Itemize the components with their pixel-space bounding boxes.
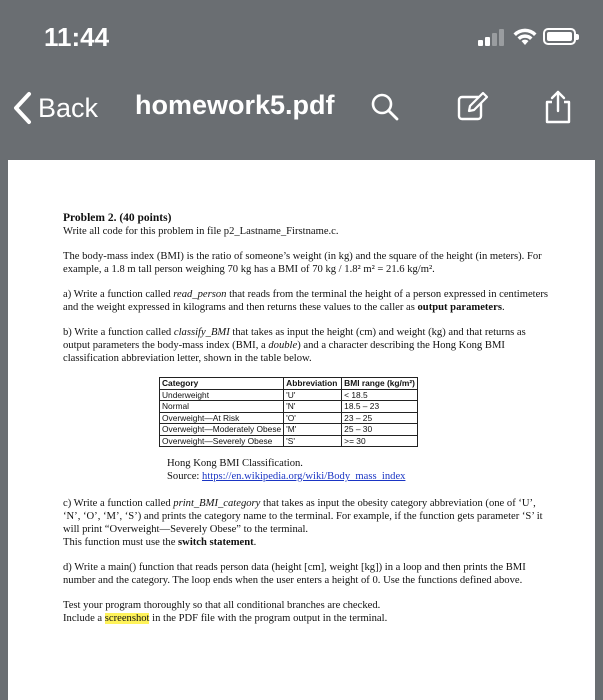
table-cell: >= 30 xyxy=(342,435,418,447)
table-header: Abbreviation xyxy=(284,378,342,390)
table-cell: 'N' xyxy=(284,401,342,413)
table-cell: 25 – 30 xyxy=(342,424,418,436)
caption-source xyxy=(167,470,548,483)
table-cell: 'O' xyxy=(284,412,342,424)
part-d: d) Write a main() function that reads person data (height [cm], weight [kg]) in a loop and then prints the BMI number and the category. The loop ends when the user enters a height of 0. Use the functions defined above. xyxy=(63,562,526,586)
pdf-page[interactable] xyxy=(8,160,595,700)
part-c-line2-bold: switch statement xyxy=(178,537,254,548)
part-a-func: read_person xyxy=(173,289,227,300)
table-cell: Underweight xyxy=(160,389,284,401)
back-button[interactable] xyxy=(10,88,98,128)
back-label: Back xyxy=(38,92,99,123)
bmi-table xyxy=(159,377,418,447)
intro-text: Write all code for this problem in file p2_Lastname_Firstname.c. xyxy=(63,226,339,237)
table-cell: 'M' xyxy=(284,424,342,436)
battery-icon xyxy=(543,28,576,45)
caption-title: Hong Kong BMI Classification. xyxy=(167,458,303,469)
part-b-pre: b) Write a function called xyxy=(63,327,174,338)
part-a xyxy=(63,288,548,314)
table-cell: 'S' xyxy=(284,435,342,447)
table-cell: 'U' xyxy=(284,389,342,401)
table-cell: Normal xyxy=(160,401,284,413)
part-b-post: ) and a character describing the Hong Kong BMI classification abbreviation letter, shown in the table below. xyxy=(63,340,505,364)
part-a-pre: a) Write a function called xyxy=(63,289,174,300)
document-content xyxy=(63,212,548,637)
document-title: homework5.pdf xyxy=(135,90,335,120)
highlighted-word: screenshot xyxy=(104,613,150,624)
table-row xyxy=(160,401,418,413)
part-b-type: double xyxy=(268,340,298,351)
share-icon[interactable] xyxy=(540,89,576,125)
caption-source-label: Source: xyxy=(167,471,203,482)
table-row xyxy=(160,389,418,401)
final-instructions xyxy=(63,599,548,625)
nav-bar xyxy=(0,80,603,136)
final-line2-post: in the PDF file with the program output in the terminal. xyxy=(149,613,388,624)
table-cell: Overweight—Moderately Obese xyxy=(160,424,284,436)
table-row xyxy=(160,412,418,424)
final-line1: Test your program thoroughly so that all conditional branches are checked. xyxy=(63,600,381,611)
table-cell: 23 – 25 xyxy=(342,412,418,424)
part-c-line2-pre: This function must use the xyxy=(63,537,179,548)
final-line2-pre: Include a xyxy=(63,613,105,624)
part-b xyxy=(63,326,548,365)
table-caption xyxy=(167,457,548,483)
part-b-func: classify_BMI xyxy=(173,327,230,338)
problem-title: Problem 2. (40 points) xyxy=(63,212,172,224)
wifi-icon xyxy=(512,26,538,46)
table-cell: < 18.5 xyxy=(342,389,418,401)
table-row xyxy=(160,435,418,447)
part-a-mid: that reads from the terminal the height of a person expressed in centimeters and the weight expressed in kilograms and then returns these values to the caller as xyxy=(63,289,548,313)
part-a-post: . xyxy=(501,302,505,313)
search-icon[interactable] xyxy=(367,89,403,125)
table-header: BMI range (kg/m²) xyxy=(342,378,418,390)
table-cell: Overweight—At Risk xyxy=(160,412,284,424)
part-c-mid: that takes as input the obesity category abbreviation (one of ‘U’, ‘N’, ‘O’, ‘M’, ‘S’) and prints the category name to the terminal. For example, if the function gets parameter ‘S’ it will print “Overweight—Severely Obese” to the terminal. xyxy=(63,498,543,535)
table-header: Category xyxy=(160,378,284,390)
status-time: 11:44 xyxy=(44,22,110,52)
chevron-left-icon xyxy=(10,90,34,126)
table-cell: 18.5 – 23 xyxy=(342,401,418,413)
status-bar xyxy=(0,0,603,80)
table-row xyxy=(160,424,418,436)
part-c-func: print_BMI_category xyxy=(173,498,261,509)
part-a-bold: output parameters xyxy=(417,302,502,313)
part-c-line2-post: . xyxy=(253,537,257,548)
source-link[interactable]: https://en.wikipedia.org/wiki/Body_mass_index xyxy=(202,471,406,482)
signal-icon xyxy=(478,28,506,46)
part-c-pre: c) Write a function called xyxy=(63,498,174,509)
bmi-table-wrapper xyxy=(159,377,548,447)
part-b-mid: that takes as input the height (cm) and weight (kg) and that returns as output parameters the body-mass index (BMI, a xyxy=(63,327,526,351)
table-header-row xyxy=(160,378,418,390)
bmi-definition: The body-mass index (BMI) is the ratio of someone’s weight (in kg) and the square of the height (in meters). For example, a 1.8 m tall person weighing 70 kg has a BMI of 70 kg / 1.8² m² = 21.6 kg/m². xyxy=(63,251,542,275)
part-c xyxy=(63,497,548,549)
table-cell: Overweight—Severely Obese xyxy=(160,435,284,447)
edit-icon[interactable] xyxy=(455,89,491,125)
